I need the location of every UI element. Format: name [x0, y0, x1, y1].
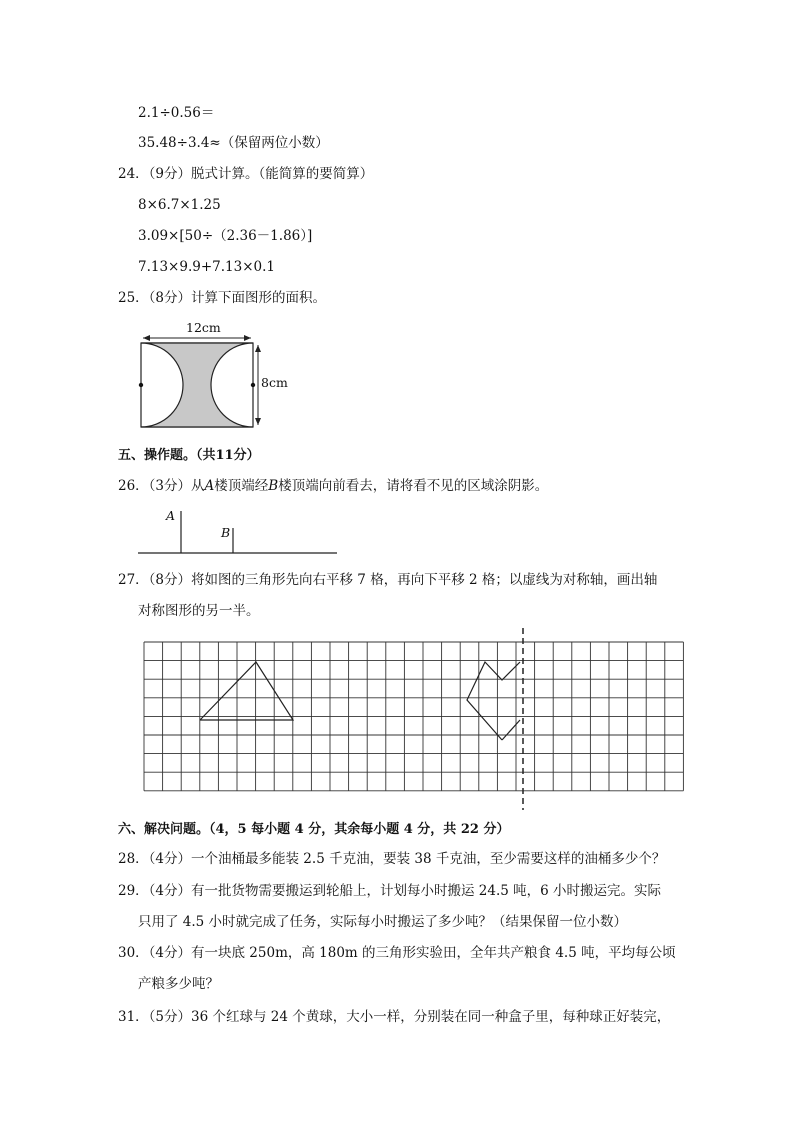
question-28: 28．（4分）一个油桶最多能装 2.5 千克油，要装 38 千克油，至少需要这样的油桶多少个？ [118, 851, 666, 867]
figure-27 [144, 628, 683, 810]
fig25-rectangle [141, 343, 253, 427]
figure-25 [139, 335, 261, 427]
fig26-label-a: A [166, 508, 176, 523]
question-24: 24．（9分）脱式计算。（能简算的要简算） [118, 166, 374, 182]
fig27-grid [144, 642, 683, 791]
question-27-line-2: 对称图形的另一半。 [138, 603, 260, 619]
q26-building-b: B [268, 478, 279, 494]
q24-expr-3: 7.13×9.9+7.13×0.1 [138, 259, 275, 275]
fig25-height-label: 8cm [261, 375, 288, 390]
section-5-heading: 五、操作题。（共11分） [118, 448, 260, 463]
question-30-line-2: 产粮多少吨？ [138, 976, 219, 992]
question-25: 25．（8分）计算下面图形的面积。 [118, 290, 327, 306]
fig26-label-b: B [221, 525, 231, 540]
question-29-line-1: 29．（4分）有一批货物需要搬运到轮船上，计划每小时搬运 24.5 吨，6 小时搬运完。实际 [118, 883, 662, 899]
fig27-half-shape [467, 662, 520, 740]
question-31: 31．（5分）36 个红球与 24 个黄球，大小一样，分别装在同一种盒子里，每种球正好装完， [118, 1009, 671, 1025]
line-division-1: 2.1÷0.56＝ [138, 105, 215, 121]
line-division-2: 35.48÷3.4≈（保留两位小数） [138, 135, 329, 151]
question-29-line-2: 只用了 4.5 小时就完成了任务，实际每小时搬运了多少吨？（结果保留一位小数） [138, 914, 628, 930]
question-27-line-1: 27．（8分）将如图的三角形先向右平移 7 格，再向下平移 2 格；以虚线为对称轴，画出轴 [118, 572, 658, 588]
section-6-heading: 六、解决问题。（4，5 每小题 4 分，其余每小题 4 分，共 22 分） [118, 822, 510, 837]
q26-part-2: 楼顶端经 [214, 478, 269, 494]
q24-expr-1: 8×6.7×1.25 [138, 197, 221, 213]
q24-expr-2: 3.09×[50÷（2.36－1.86）] [138, 228, 313, 244]
q26-building-a: A [204, 478, 215, 494]
fig27-triangle [200, 662, 293, 720]
fig25-right-center [251, 383, 255, 387]
q26-part-3: 楼顶端向前看去，请将看不见的区域涂阴影。 [278, 478, 549, 494]
q26-part-1: 26．（3分）从 [118, 478, 205, 494]
fig25-width-label: 12cm [186, 320, 221, 335]
fig25-shaded-region [141, 343, 253, 427]
fig25-left-center [139, 383, 143, 387]
question-26 [118, 480, 548, 494]
question-30-line-1: 30．（4分）有一块底 250m，高 180m 的三角形实验田，全年共产粮食 4.5 吨，平均每公顷 [118, 945, 676, 961]
